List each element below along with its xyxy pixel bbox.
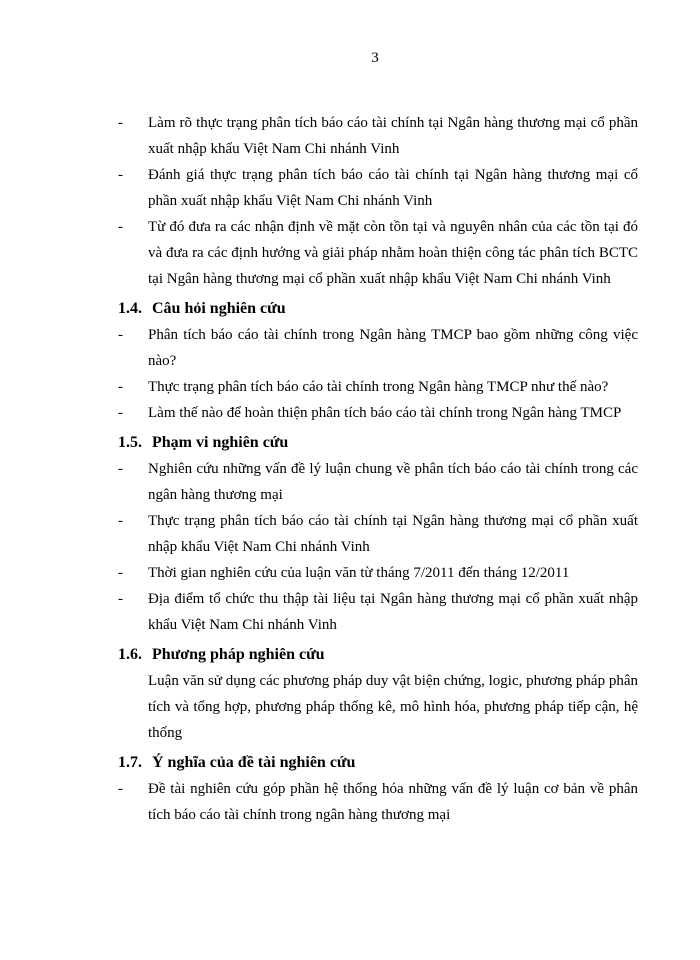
section-heading-1-5 (118, 430, 638, 456)
list-item (118, 110, 638, 162)
bullet-dash: - (118, 565, 123, 581)
list-item (118, 400, 638, 426)
list-item-text: Đề tài nghiên cứu góp phần hệ thống hóa những vấn đề lý luận cơ bản về phân tích báo cáo tài chính trong ngân hàng thương mại (148, 781, 638, 823)
document-body (118, 110, 638, 828)
list-item (118, 214, 638, 292)
list-item-text: Từ đó đưa ra các nhận định về mặt còn tồn tại và nguyên nhân của các tồn tại đó và đưa ra các định hướng và giải pháp nhằm hoàn thiện công tác phân tích BCTC tại Ngân hàng thương mại cổ phần xuất nhập khẩu Việt Nam Chi nhánh Vinh (148, 219, 638, 287)
section-number: 1.5. (118, 434, 142, 451)
bullet-dash: - (118, 513, 123, 529)
list-item (118, 508, 638, 560)
list-item (118, 560, 638, 586)
bullet-dash: - (118, 781, 123, 797)
list-item-text: Thực trạng phân tích báo cáo tài chính tại Ngân hàng thương mại cổ phần xuất nhập khẩu Việt Nam Chi nhánh Vinh (148, 513, 638, 555)
section-number: 1.4. (118, 300, 142, 317)
list-item-text: Thời gian nghiên cứu của luận văn từ tháng 7/2011 đến tháng 12/2011 (148, 565, 570, 581)
bullet-dash: - (118, 379, 123, 395)
bullet-dash: - (118, 219, 123, 235)
list-item (118, 456, 638, 508)
section-title: Phạm vi nghiên cứu (152, 434, 289, 451)
section-title: Phương pháp nghiên cứu (152, 646, 325, 663)
section-title: Câu hỏi nghiên cứu (152, 300, 286, 317)
section-paragraph: Luận văn sử dụng các phương pháp duy vật biện chứng, logic, phương pháp phân tích và tổng hợp, phương pháp thống kê, mô hình hóa, phương pháp tiếp cận, hệ thống (148, 673, 638, 741)
section-heading-1-7 (118, 750, 638, 776)
list-item-text: Đánh giá thực trạng phân tích báo cáo tài chính tại Ngân hàng thương mại cổ phần xuất nhập khẩu Việt Nam Chi nhánh Vinh (148, 167, 638, 209)
list-item (118, 776, 638, 828)
list-item-text: Địa điểm tổ chức thu thập tài liệu tại Ngân hàng thương mại cổ phần xuất nhập khẩu Việt Nam Chi nhánh Vinh (148, 591, 638, 633)
list-item (118, 374, 638, 400)
section-number: 1.6. (118, 646, 142, 663)
list-item-text: Làm rõ thực trạng phân tích báo cáo tài chính tại Ngân hàng thương mại cổ phần xuất nhập khẩu Việt Nam Chi nhánh Vinh (148, 115, 638, 157)
list-item (118, 322, 638, 374)
section-heading-1-6 (118, 642, 638, 668)
list-item-text: Phân tích báo cáo tài chính trong Ngân hàng TMCP bao gồm những công việc nào? (148, 327, 638, 369)
page-number: 3 (371, 50, 379, 66)
list-item-text: Nghiên cứu những vấn đề lý luận chung về phân tích báo cáo tài chính trong các ngân hàng thương mại (148, 461, 638, 503)
bullet-dash: - (118, 115, 123, 131)
list-item-text: Thực trạng phân tích báo cáo tài chính trong Ngân hàng TMCP như thế nào? (148, 379, 609, 395)
bullet-dash: - (118, 591, 123, 607)
section-title: Ý nghĩa của đề tài nghiên cứu (152, 754, 356, 771)
list-item (118, 162, 638, 214)
bullet-dash: - (118, 167, 123, 183)
bullet-dash: - (118, 327, 123, 343)
section-number: 1.7. (118, 754, 142, 771)
list-item-text: Làm thế nào để hoàn thiện phân tích báo cáo tài chính trong Ngân hàng TMCP (148, 405, 622, 421)
list-item (118, 586, 638, 638)
bullet-dash: - (118, 405, 123, 421)
section-heading-1-4 (118, 296, 638, 322)
bullet-dash: - (118, 461, 123, 477)
